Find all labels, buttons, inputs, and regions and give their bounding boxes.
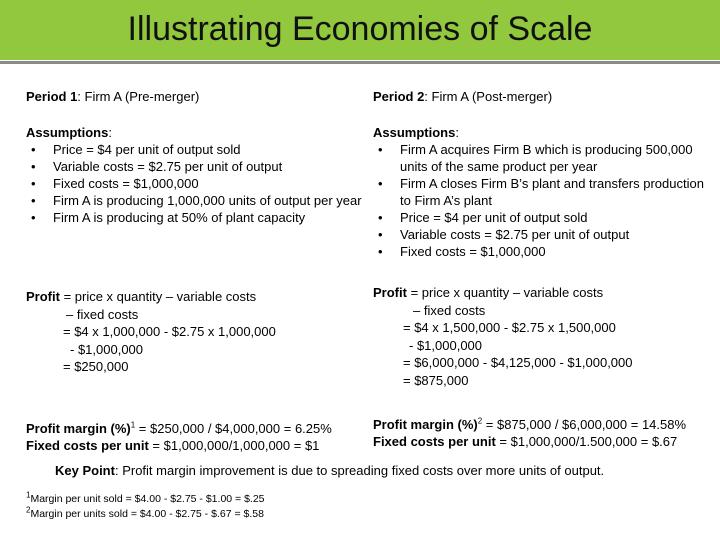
- key-point: [55, 462, 604, 479]
- left-fcpu-label: Fixed costs per unit: [26, 438, 149, 453]
- key-point-label: Key Point: [55, 463, 115, 478]
- right-fcpu-label: Fixed costs per unit: [373, 434, 496, 449]
- left-fixed-cost-per-unit: Fixed costs per unit = $1,000,000/1,000,000 = $1: [26, 438, 320, 453]
- footnote-2: $^2$Margin per units sold = $4.00 - $2.75 - $.67 = $.58: [26, 505, 264, 520]
- footnote-1: $^1$Margin per unit sold = $4.00 - $2.75 - $1.00 = $.25: [26, 490, 265, 505]
- key-point-text: : Profit margin improvement is due to spreading fixed costs over more units of output.: [114, 463, 605, 478]
- list-item: • Price = $4 per unit of output sold: [26, 141, 364, 158]
- left-profit-formula: Profit = price x quantity – variable costs – fixed costs = $4 x 1,000,000 - $2.75 x 1,000,000 - $1,000,000 = $250,000: [26, 289, 276, 374]
- period-1-text: : Firm A (Pre-merger): [77, 89, 200, 104]
- list-item: • Fixed costs = $1,000,000: [373, 243, 705, 260]
- right-assumptions-heading: Assumptions:: [373, 125, 459, 140]
- right-profit-formula: Profit = price x quantity – variable costs – fixed costs = $4 x 1,500,000 - $2.75 x 1,500,000 - $1,000,000 = $6,000,000 - $4,125,000 - $1,000,000 = $875,000: [373, 285, 633, 388]
- left-assumptions-label: Assumptions: [26, 125, 109, 140]
- period-2-label: Period 2: [373, 89, 425, 104]
- right-assumptions-list: [373, 141, 705, 260]
- left-profit-label: Profit: [26, 289, 60, 304]
- right-fixed-cost-per-unit: Fixed costs per unit = $1,000,000/1.500,000 = $.67: [373, 434, 678, 449]
- left-profit-margin: Profit margin (%)$^1$ = $250,000 / $4,000,000 = 6.25%: [26, 420, 332, 436]
- list-item: • Variable costs = $2.75 per unit of output: [373, 226, 705, 243]
- list-item: • Firm A is producing at 50% of plant capacity: [26, 209, 364, 226]
- period-1-label: Period 1: [26, 89, 78, 104]
- left-assumptions-heading: Assumptions:: [26, 125, 112, 140]
- list-item: • Firm A closes Firm B’s plant and transfers production to Firm A’s plant: [373, 175, 705, 209]
- list-item: • Firm A is producing 1,000,000 units of output per year: [26, 192, 364, 209]
- right-margin-label: Profit margin (%): [373, 417, 478, 432]
- title-divider: [0, 61, 720, 64]
- list-item: • Firm A acquires Firm B which is producing 500,000 units of the same product per year: [373, 141, 705, 175]
- left-margin-label: Profit margin (%): [26, 421, 131, 436]
- slide-title: Illustrating Economies of Scale: [127, 10, 593, 48]
- list-item: • Fixed costs = $1,000,000: [26, 175, 364, 192]
- period-2-text: : Firm A (Post-merger): [424, 89, 553, 104]
- right-assumptions-label: Assumptions: [373, 125, 456, 140]
- period-1-heading: [26, 88, 199, 105]
- right-profit-margin: Profit margin (%)$^2$ = $875,000 / $6,000,000 = 14.58%: [373, 416, 687, 432]
- left-assumptions-list: [26, 141, 364, 226]
- list-item: • Variable costs = $2.75 per unit of output: [26, 158, 364, 175]
- right-profit-label: Profit: [373, 285, 407, 300]
- list-item: • Price = $4 per unit of output sold: [373, 209, 705, 226]
- period-2-heading: [373, 88, 552, 105]
